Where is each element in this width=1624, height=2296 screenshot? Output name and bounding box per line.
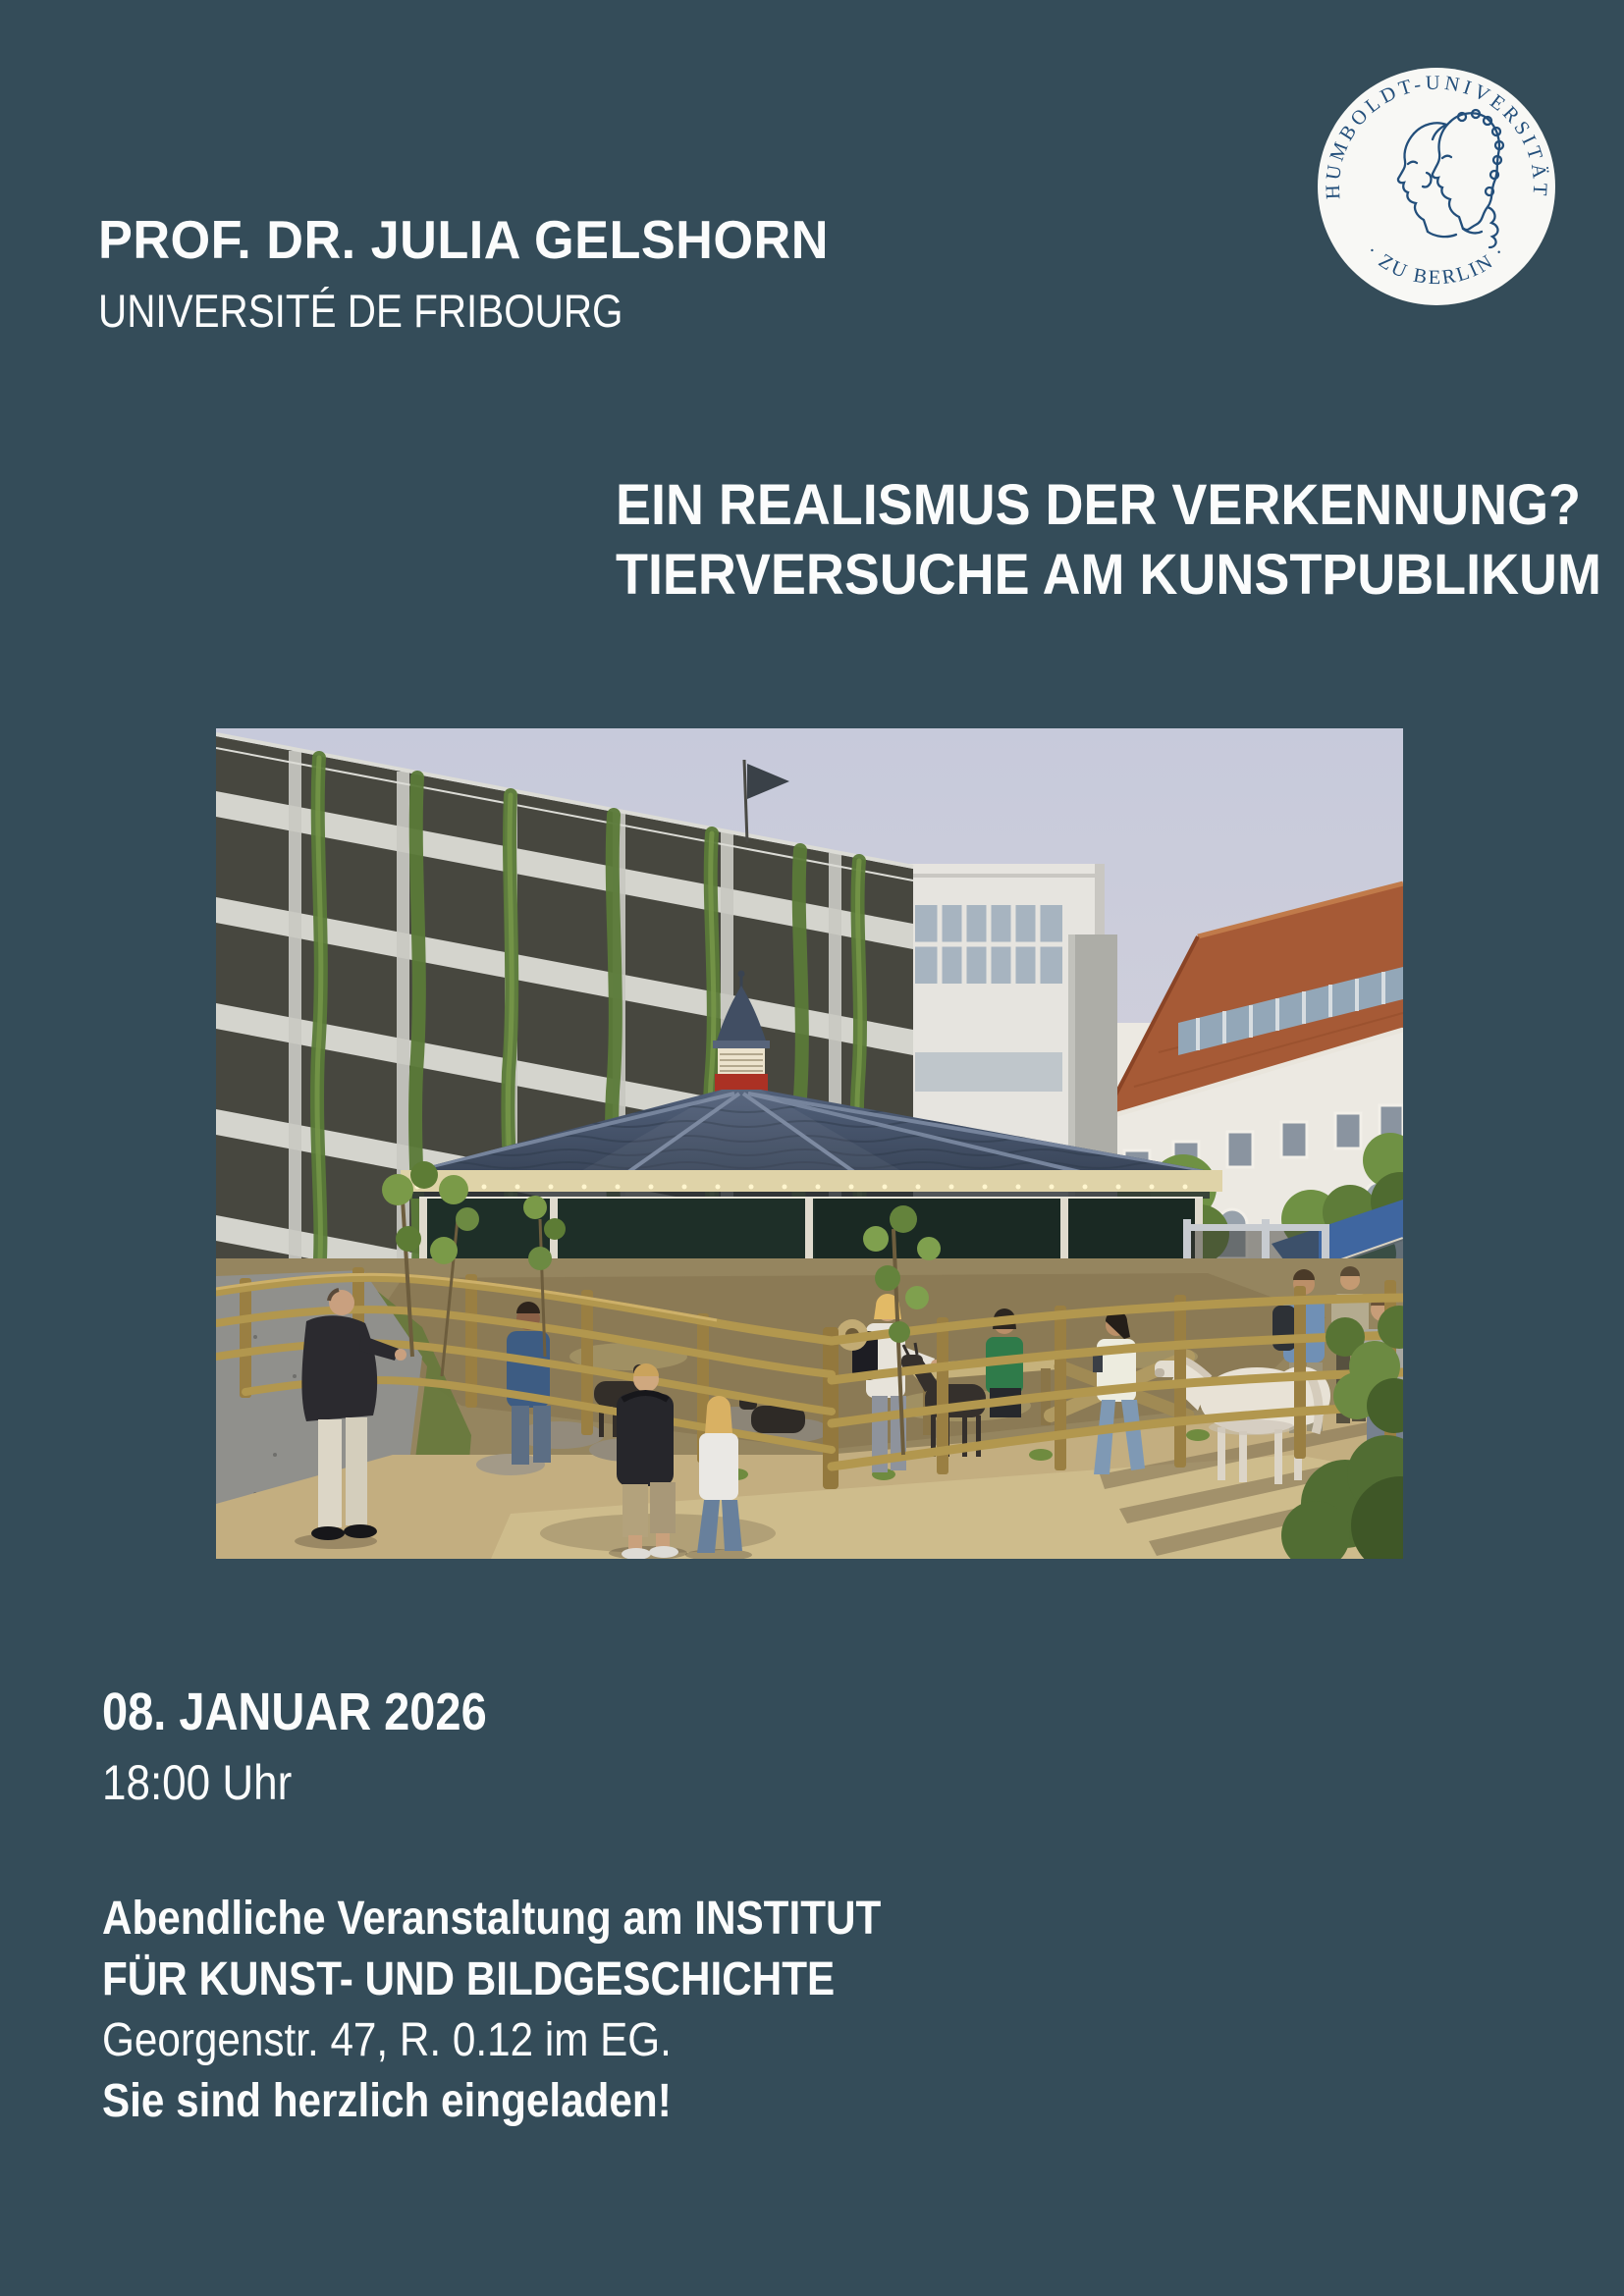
- humboldt-university-seal-icon: [1313, 63, 1560, 310]
- seal-arc-top-text: HUMBOLDT-UNIVERSITÄT: [1322, 72, 1551, 200]
- event-photo: [216, 728, 1403, 1559]
- speaker-affiliation: UNIVERSITÉ DE FRIBOURG: [98, 285, 623, 337]
- venue-line2: FÜR KUNST- UND BILDGESCHICHTE: [102, 1953, 836, 2005]
- lecture-title-line2: TIERVERSUCHE AM KUNSTPUBLIKUM: [616, 543, 1601, 607]
- venue-address: Georgenstr. 47, R. 0.12 im EG.: [102, 2014, 672, 2066]
- venue-info: [102, 1889, 987, 2132]
- lecture-title: [616, 470, 1624, 610]
- invitation-line: Sie sind herzlich eingeladen!: [102, 2075, 672, 2127]
- seal-arc-bottom-text: · ZU BERLIN ·: [1361, 240, 1512, 290]
- speaker-name: PROF. DR. JULIA GELSHORN: [98, 209, 829, 270]
- event-time: 18:00 Uhr: [102, 1755, 293, 1810]
- venue-line1: Abendliche Veranstaltung am INSTITUT: [102, 1893, 882, 1945]
- lecture-title-line1: EIN REALISMUS DER VERKENNUNG?: [616, 473, 1581, 537]
- eave-fascia: [401, 1170, 1222, 1192]
- event-date: 08. JANUAR 2026: [102, 1682, 487, 1741]
- cupola-base: [715, 1074, 768, 1092]
